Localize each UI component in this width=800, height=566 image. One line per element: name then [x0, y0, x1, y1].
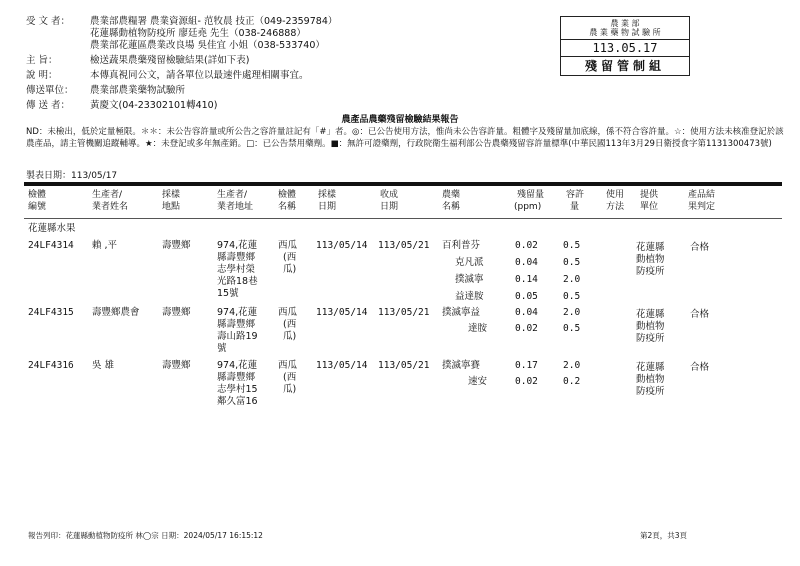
row-item-line: 瓜): [283, 264, 297, 275]
row-harvest-date: 113/05/21: [378, 240, 430, 251]
header-producer-1: 生產者/: [92, 190, 123, 200]
row-item-line: 西瓜: [278, 307, 298, 318]
header-location-1: 採樣: [162, 190, 181, 200]
header-unit-2: 單位: [640, 202, 659, 212]
received-stamp: [560, 16, 690, 76]
header-harvest-date-1: 收成: [380, 190, 399, 200]
footer-printed-by: 報告列印：花蓮縣動植物防疫所 林◯宗 日期：2024/05/17 16:15:12: [28, 531, 263, 540]
row-result: 合格: [690, 362, 710, 373]
header-id-2: 編號: [28, 202, 47, 212]
row-item-line: 西瓜: [278, 360, 298, 371]
header-sample-date-2: 日期: [318, 202, 337, 212]
row-residue: 0.17: [515, 360, 538, 371]
row-address-line: 974,花蓮: [217, 360, 258, 371]
row-unit-line: 防疫所: [636, 266, 665, 277]
row-location: 壽豐鄉: [162, 307, 191, 318]
row-sample-date: 113/05/14: [316, 240, 368, 251]
header-result-1: 產品結: [688, 190, 716, 200]
row-producer: 吳 雄: [92, 360, 115, 371]
row-residue: 0.14: [515, 274, 538, 285]
row-address-line: 志學村15: [217, 384, 258, 395]
stamp-group: 殘留管制組: [584, 59, 665, 73]
row-result: 合格: [690, 309, 710, 320]
subject-label: 主 旨：: [26, 55, 58, 66]
recipient-line-2: 花蓮縣動植物防疫所 廖廷堯 先生（038-246888）: [90, 28, 306, 39]
row-address-line: 志學村榮: [217, 264, 256, 275]
header-pesticide-1: 農藥: [442, 190, 461, 200]
row-address-line: 縣壽豐鄉: [217, 372, 256, 383]
row-address-line: 縣壽豐鄉: [217, 252, 256, 263]
row-location: 壽豐鄉: [162, 240, 191, 251]
row-pesticide-name: 達胺: [468, 323, 488, 334]
row-item-line: 西瓜: [278, 240, 298, 251]
header-item-2: 名稱: [278, 202, 297, 212]
row-mrl: 2.0: [563, 360, 581, 371]
description-text: 本傳真視同公文，請各單位以最速件處理相關事宜。: [90, 70, 309, 81]
row-address-line: 15號: [217, 288, 239, 299]
header-address-1: 生產者/: [217, 190, 248, 200]
row-item-line: (西: [283, 319, 297, 330]
footer-page: 第2頁，共3頁: [640, 531, 688, 540]
row-id: 24LF4315: [28, 307, 74, 318]
header-method-2: 方法: [606, 202, 625, 212]
header-harvest-date-2: 日期: [380, 202, 399, 212]
table-top-rule: [24, 182, 782, 186]
row-producer: 壽豐鄉農會: [92, 307, 140, 318]
row-mrl: 0.2: [563, 376, 581, 387]
recipient-label: 受 文 者：: [26, 16, 71, 27]
row-address-line: 鄰久富16: [217, 396, 258, 407]
row-residue: 0.02: [515, 323, 538, 334]
row-address-line: 974,花蓮: [217, 307, 258, 318]
row-address-line: 光路18巷: [217, 276, 258, 287]
row-unit-line: 花蓮縣: [636, 242, 665, 253]
row-mrl: 0.5: [563, 257, 581, 268]
row-location: 壽豐鄉: [162, 360, 191, 371]
header-item-1: 檢體: [278, 190, 297, 200]
sender-text: 黃慶文(04-23302101轉410): [90, 100, 218, 111]
sender-label: 傳 送 者：: [26, 100, 71, 111]
row-id: 24LF4314: [28, 240, 74, 251]
group-label: 花蓮縣水果: [28, 223, 76, 234]
row-residue: 0.02: [515, 240, 538, 251]
stamp-date: 113.05.17: [561, 39, 689, 57]
header-id-1: 檢體: [28, 190, 47, 200]
row-item-line: 瓜): [283, 331, 297, 342]
header-pesticide-2: 名稱: [442, 202, 461, 212]
row-pesticide-name: 速安: [468, 376, 488, 387]
header-mrl-1: 容許: [566, 190, 585, 200]
row-address-line: 縣壽豐鄉: [217, 319, 256, 330]
row-item-line: (西: [283, 252, 297, 263]
row-item-line: (西: [283, 372, 297, 383]
header-location-2: 地點: [162, 202, 181, 212]
row-unit-line: 花蓮縣: [636, 309, 665, 320]
row-unit-line: 動植物: [636, 321, 665, 332]
header-residue-2: (ppm): [514, 202, 542, 212]
table-header-rule: [24, 218, 782, 219]
report-legend: ND：未檢出，低於定量極限。＊＊：未公告容許量或所公告之容許量註記有「#」者。◎：已公告使用方法，惟尚未公告容許量。粗體字及殘留量加底線，係不符合容許量。☆：使用方法未核准登記於該農產品，請主管機關追蹤輔導。★：未登記或多年無產銷。□：已公告禁用藥劑。■：無許可證藥劑，行政院衛生福利部公告農藥殘留容許量標準(中華民國113年3月29日衛授食字第1131300473號): [26, 127, 784, 149]
row-residue: 0.05: [515, 291, 538, 302]
header-mrl-2: 量: [570, 202, 580, 212]
stamp-org-line-2: 農 業 藥 物 試 驗 所: [589, 28, 661, 37]
row-pesticide-name: 撲滅寧賽: [442, 360, 481, 371]
row-sample-date: 113/05/14: [316, 360, 368, 371]
row-mrl: 0.5: [563, 240, 581, 251]
row-unit-line: 防疫所: [636, 386, 665, 397]
row-unit-line: 防疫所: [636, 333, 665, 344]
row-pesticide-name: 克凡派: [455, 257, 484, 268]
sender-unit-label: 傳送單位：: [26, 85, 74, 96]
header-address-2: 業者地址: [217, 202, 254, 212]
row-mrl: 2.0: [563, 274, 581, 285]
header-unit-1: 提供: [640, 190, 659, 200]
row-pesticide-name: 撲滅寧益: [442, 307, 481, 318]
row-sample-date: 113/05/14: [316, 307, 368, 318]
recipient-line-3: 農業部花蓮區農業改良場 吳佳宜 小姐（038-533740）: [90, 40, 325, 51]
row-result: 合格: [690, 242, 710, 253]
header-sample-date-1: 採樣: [318, 190, 337, 200]
row-item-line: 瓜): [283, 384, 297, 395]
row-unit-line: 動植物: [636, 374, 665, 385]
header-method-1: 使用: [606, 190, 625, 200]
header-producer-2: 業者姓名: [92, 202, 129, 212]
report-title: 農產品農藥殘留檢驗結果報告: [341, 115, 459, 125]
row-residue: 0.04: [515, 257, 538, 268]
header-residue-1: 殘留量: [517, 190, 545, 200]
row-residue: 0.04: [515, 307, 538, 318]
row-unit-line: 動植物: [636, 254, 665, 265]
row-mrl: 2.0: [563, 307, 581, 318]
description-label: 說 明：: [26, 70, 58, 81]
row-pesticide-name: 百利普芬: [442, 240, 481, 251]
row-id: 24LF4316: [28, 360, 74, 371]
stamp-org-line-1: 農 業 部: [610, 19, 640, 28]
row-pesticide-name: 撲滅寧: [455, 274, 484, 285]
sender-unit-text: 農業部農業藥物試驗所: [90, 85, 186, 96]
row-address-line: 壽山路19: [217, 331, 258, 342]
row-harvest-date: 113/05/21: [378, 307, 430, 318]
made-date: 製表日期：113/05/17: [26, 171, 118, 181]
row-residue: 0.02: [515, 376, 538, 387]
row-mrl: 0.5: [563, 323, 581, 334]
row-unit-line: 花蓮縣: [636, 362, 665, 373]
subject-text: 檢送蔬果農藥殘留檢驗結果(詳如下表): [90, 55, 250, 66]
recipient-line-1: 農業部農糧署 農業資源組- 范牧晨 技正（049-2359784）: [90, 16, 338, 27]
header-result-2: 果判定: [688, 202, 716, 212]
row-address-line: 974,花蓮: [217, 240, 258, 251]
row-mrl: 0.5: [563, 291, 581, 302]
row-address-line: 號: [217, 343, 227, 354]
row-producer: 賴 ,平: [92, 240, 118, 251]
row-harvest-date: 113/05/21: [378, 360, 430, 371]
row-pesticide-name: 益達胺: [455, 291, 484, 302]
